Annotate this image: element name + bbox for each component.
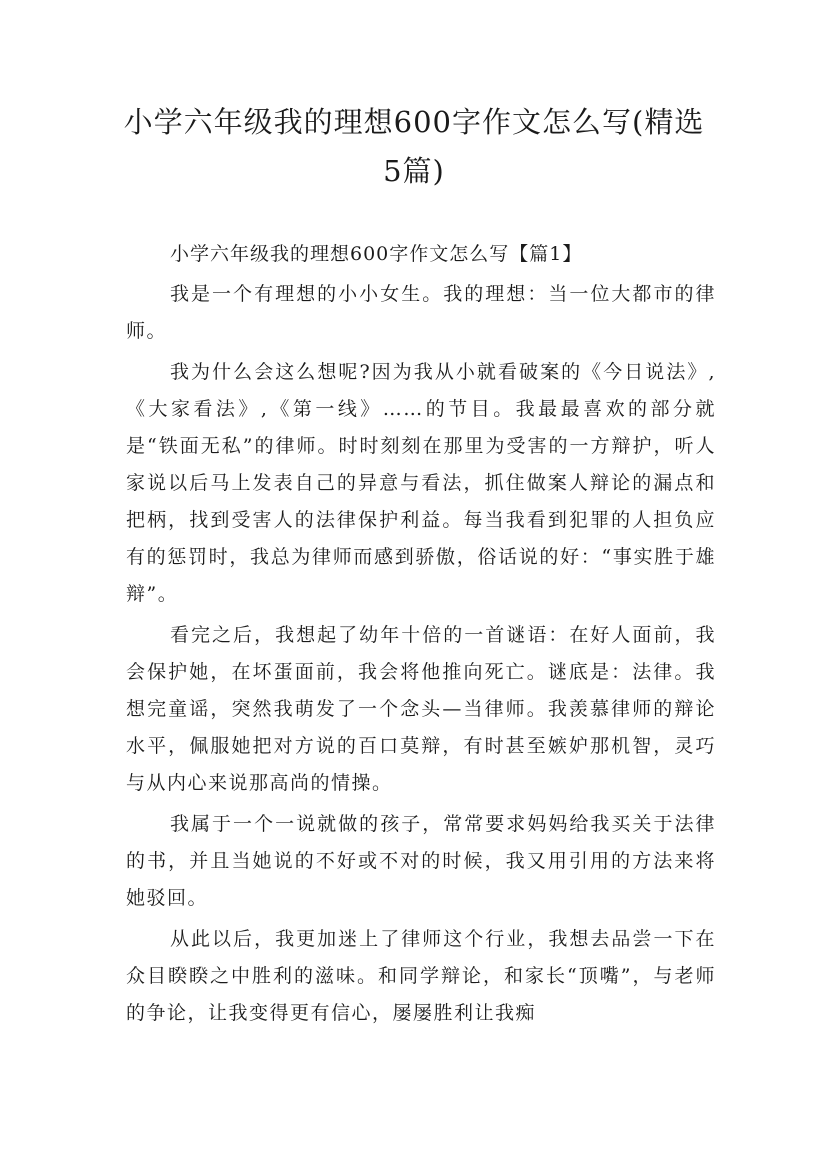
document-title: 小学六年级我的理想600字作文怎么写(精选5篇) — [123, 105, 705, 188]
document-body — [126, 236, 716, 1036]
paragraph-2: 我为什么会这么想呢?因为我从小就看破案的《今日说法》,《大家看法》,《第一线》……的节目。我最最喜欢的部分就是“铁面无私”的律师。时时刻刻在那里为受害的一方辩护，听人家说以后马上发表自己的异意与看法，抓住做案人辩论的漏点和把柄，找到受害人的法律保护利益。每当我看到犯罪的人担负应有的惩罚时，我总为律师而感到骄傲，俗话说的好：“事实胜于雄辩”。 — [126, 361, 716, 605]
paragraph-4: 我属于一个一说就做的孩子，常常要求妈妈给我买关于法律的书，并且当她说的不好或不对的时候，我又用引用的方法来将她驳回。 — [126, 813, 716, 909]
paragraph-1: 我是一个有理想的小小女生。我的理想：当一位大都市的律师。 — [126, 283, 716, 342]
section-heading: 小学六年级我的理想600字作文怎么写【篇1】 — [170, 243, 583, 265]
paragraph-3: 看完之后，我想起了幼年十倍的一首谜语：在好人面前，我会保护她，在坏蛋面前，我会将他推向死亡。谜底是：法律。我想完童谣，突然我萌发了一个念头—当律师。我羡慕律师的辩论水平，佩服她把对方说的百口莫辩，有时甚至嫉妒那机智，灵巧与从内心来说那高尚的情操。 — [126, 624, 716, 794]
paragraph-5: 从此以后，我更加迷上了律师这个行业，我想去品尝一下在众目睽睽之中胜利的滋味。和同学辩论，和家长“顶嘴”，与老师的争论，让我变得更有信心，屡屡胜利让我痴 — [126, 928, 716, 1024]
